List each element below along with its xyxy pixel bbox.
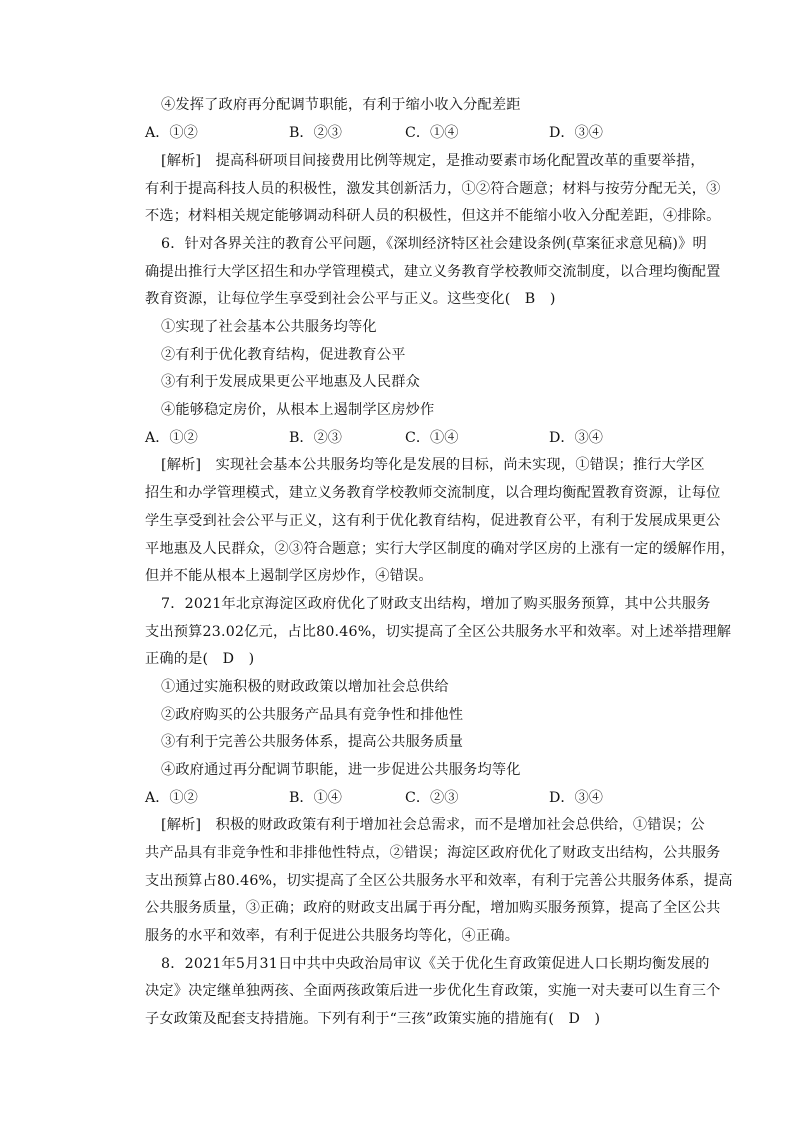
question-8-stem: 子女政策及配套支持措施。下列有利于“三孩”政策实施的措施有( D )	[145, 1011, 601, 1027]
analysis-line: 但并不能从根本上遏制学区房炒作，④错误。	[145, 568, 433, 584]
choice-item-4: ④发挥了政府再分配调节职能，有利于缩小收入分配差距	[161, 97, 521, 113]
option-a: A．①②	[145, 430, 198, 446]
analysis-line: 招生和办学管理模式，建立义务教育学校教师交流制度，以合理均衡配置教育资源，让每位	[145, 485, 721, 501]
option-b: B．②③	[289, 125, 342, 141]
choice-item-2: ②有利于优化教育结构，促进教育公平	[161, 347, 406, 363]
question-8-stem: 8．2021年5月31日中共中央政治局审议《关于优化生育政策促进人口长期均衡发展的	[161, 956, 710, 972]
option-a: A．①②	[145, 125, 198, 141]
option-c: C．①④	[405, 430, 459, 446]
question-6-stem: 教育资源，让每位学生享受到社会公平与正义。这些变化( B )	[145, 291, 556, 307]
choice-item-4: ④政府通过再分配调节职能，进一步促进公共服务均等化	[161, 762, 521, 778]
analysis-line: 平地惠及人民群众，②③符合题意；实行大学区制度的确对学区房的上涨有一定的缓解作用，	[145, 541, 735, 557]
analysis-line: 公共服务质量，③正确；政府的财政支出属于再分配，增加购买服务预算，提高了全区公共	[145, 900, 721, 916]
analysis-line: [解析] 积极的财政政策有利于增加社会总需求，而不是增加社会总供给，①错误；公	[161, 817, 705, 833]
choice-item-1: ①实现了社会基本公共服务均等化	[161, 319, 377, 335]
analysis-line: 不选；材料相关规定能够调动科研人员的积极性，但这并不能缩小收入分配差距，④排除。	[145, 208, 721, 224]
option-d: D．③④	[549, 125, 603, 141]
option-a: A．①②	[145, 790, 198, 806]
choice-item-2: ②政府购买的公共服务产品具有竞争性和排他性	[161, 707, 464, 723]
option-c: C．①④	[405, 125, 459, 141]
option-d: D．③④	[549, 790, 603, 806]
option-d: D．③④	[549, 430, 603, 446]
question-6-stem: 6．针对各界关注的教育公平问题，《深圳经济特区社会建设条例(草案征求意见稿)》明	[161, 236, 707, 252]
analysis-line: [解析] 实现社会基本公共服务均等化是发展的目标，尚未实现，①错误；推行大学区	[161, 457, 705, 473]
question-7-stem: 正确的是( D )	[145, 651, 255, 667]
choice-item-1: ①通过实施积极的财政政策以增加社会总供给	[161, 679, 449, 695]
option-b: B．②③	[289, 430, 342, 446]
analysis-line: 支出预算占80.46%，切实提高了全区公共服务水平和效率，有利于完善公共服务体系，提高	[145, 873, 733, 889]
analysis-line: 学生享受到社会公平与正义，这有利于优化教育结构，促进教育公平，有利于发展成果更公	[145, 513, 721, 529]
option-c: C．②③	[405, 790, 459, 806]
question-8-stem: 决定》决定继单独两孩、全面两孩政策后进一步优化生育政策，实施一对夫妻可以生育三个	[145, 983, 721, 999]
choice-item-3: ③有利于完善公共服务体系，提高公共服务质量	[161, 734, 464, 750]
question-7-stem: 7．2021年北京海淀区政府优化了财政支出结构，增加了购买服务预算，其中公共服务	[161, 596, 711, 612]
option-b: B．①④	[289, 790, 342, 806]
choice-item-3: ③有利于发展成果更公平地惠及人民群众	[161, 374, 420, 390]
analysis-line: 共产品具有非竞争性和非排他性特点，②错误；海淀区政府优化了财政支出结构，公共服务	[145, 845, 721, 861]
analysis-line: [解析] 提高科研项目间接费用比例等规定，是推动要素市场化配置改革的重要举措，	[161, 153, 705, 169]
question-6-stem: 确提出推行大学区招生和办学管理模式，建立义务教育学校教师交流制度，以合理均衡配置	[145, 264, 721, 280]
analysis-line: 有利于提高科技人员的积极性，激发其创新活力，①②符合题意；材料与按劳分配无关，③	[145, 181, 721, 197]
choice-item-4: ④能够稳定房价，从根本上遏制学区房炒作	[161, 402, 435, 418]
analysis-line: 服务的水平和效率，有利于促进公共服务均等化，④正确。	[145, 928, 520, 944]
question-7-stem: 支出预算23.02亿元，占比80.46%，切实提高了全区公共服务水平和效率。对上述举措理解	[145, 624, 732, 640]
